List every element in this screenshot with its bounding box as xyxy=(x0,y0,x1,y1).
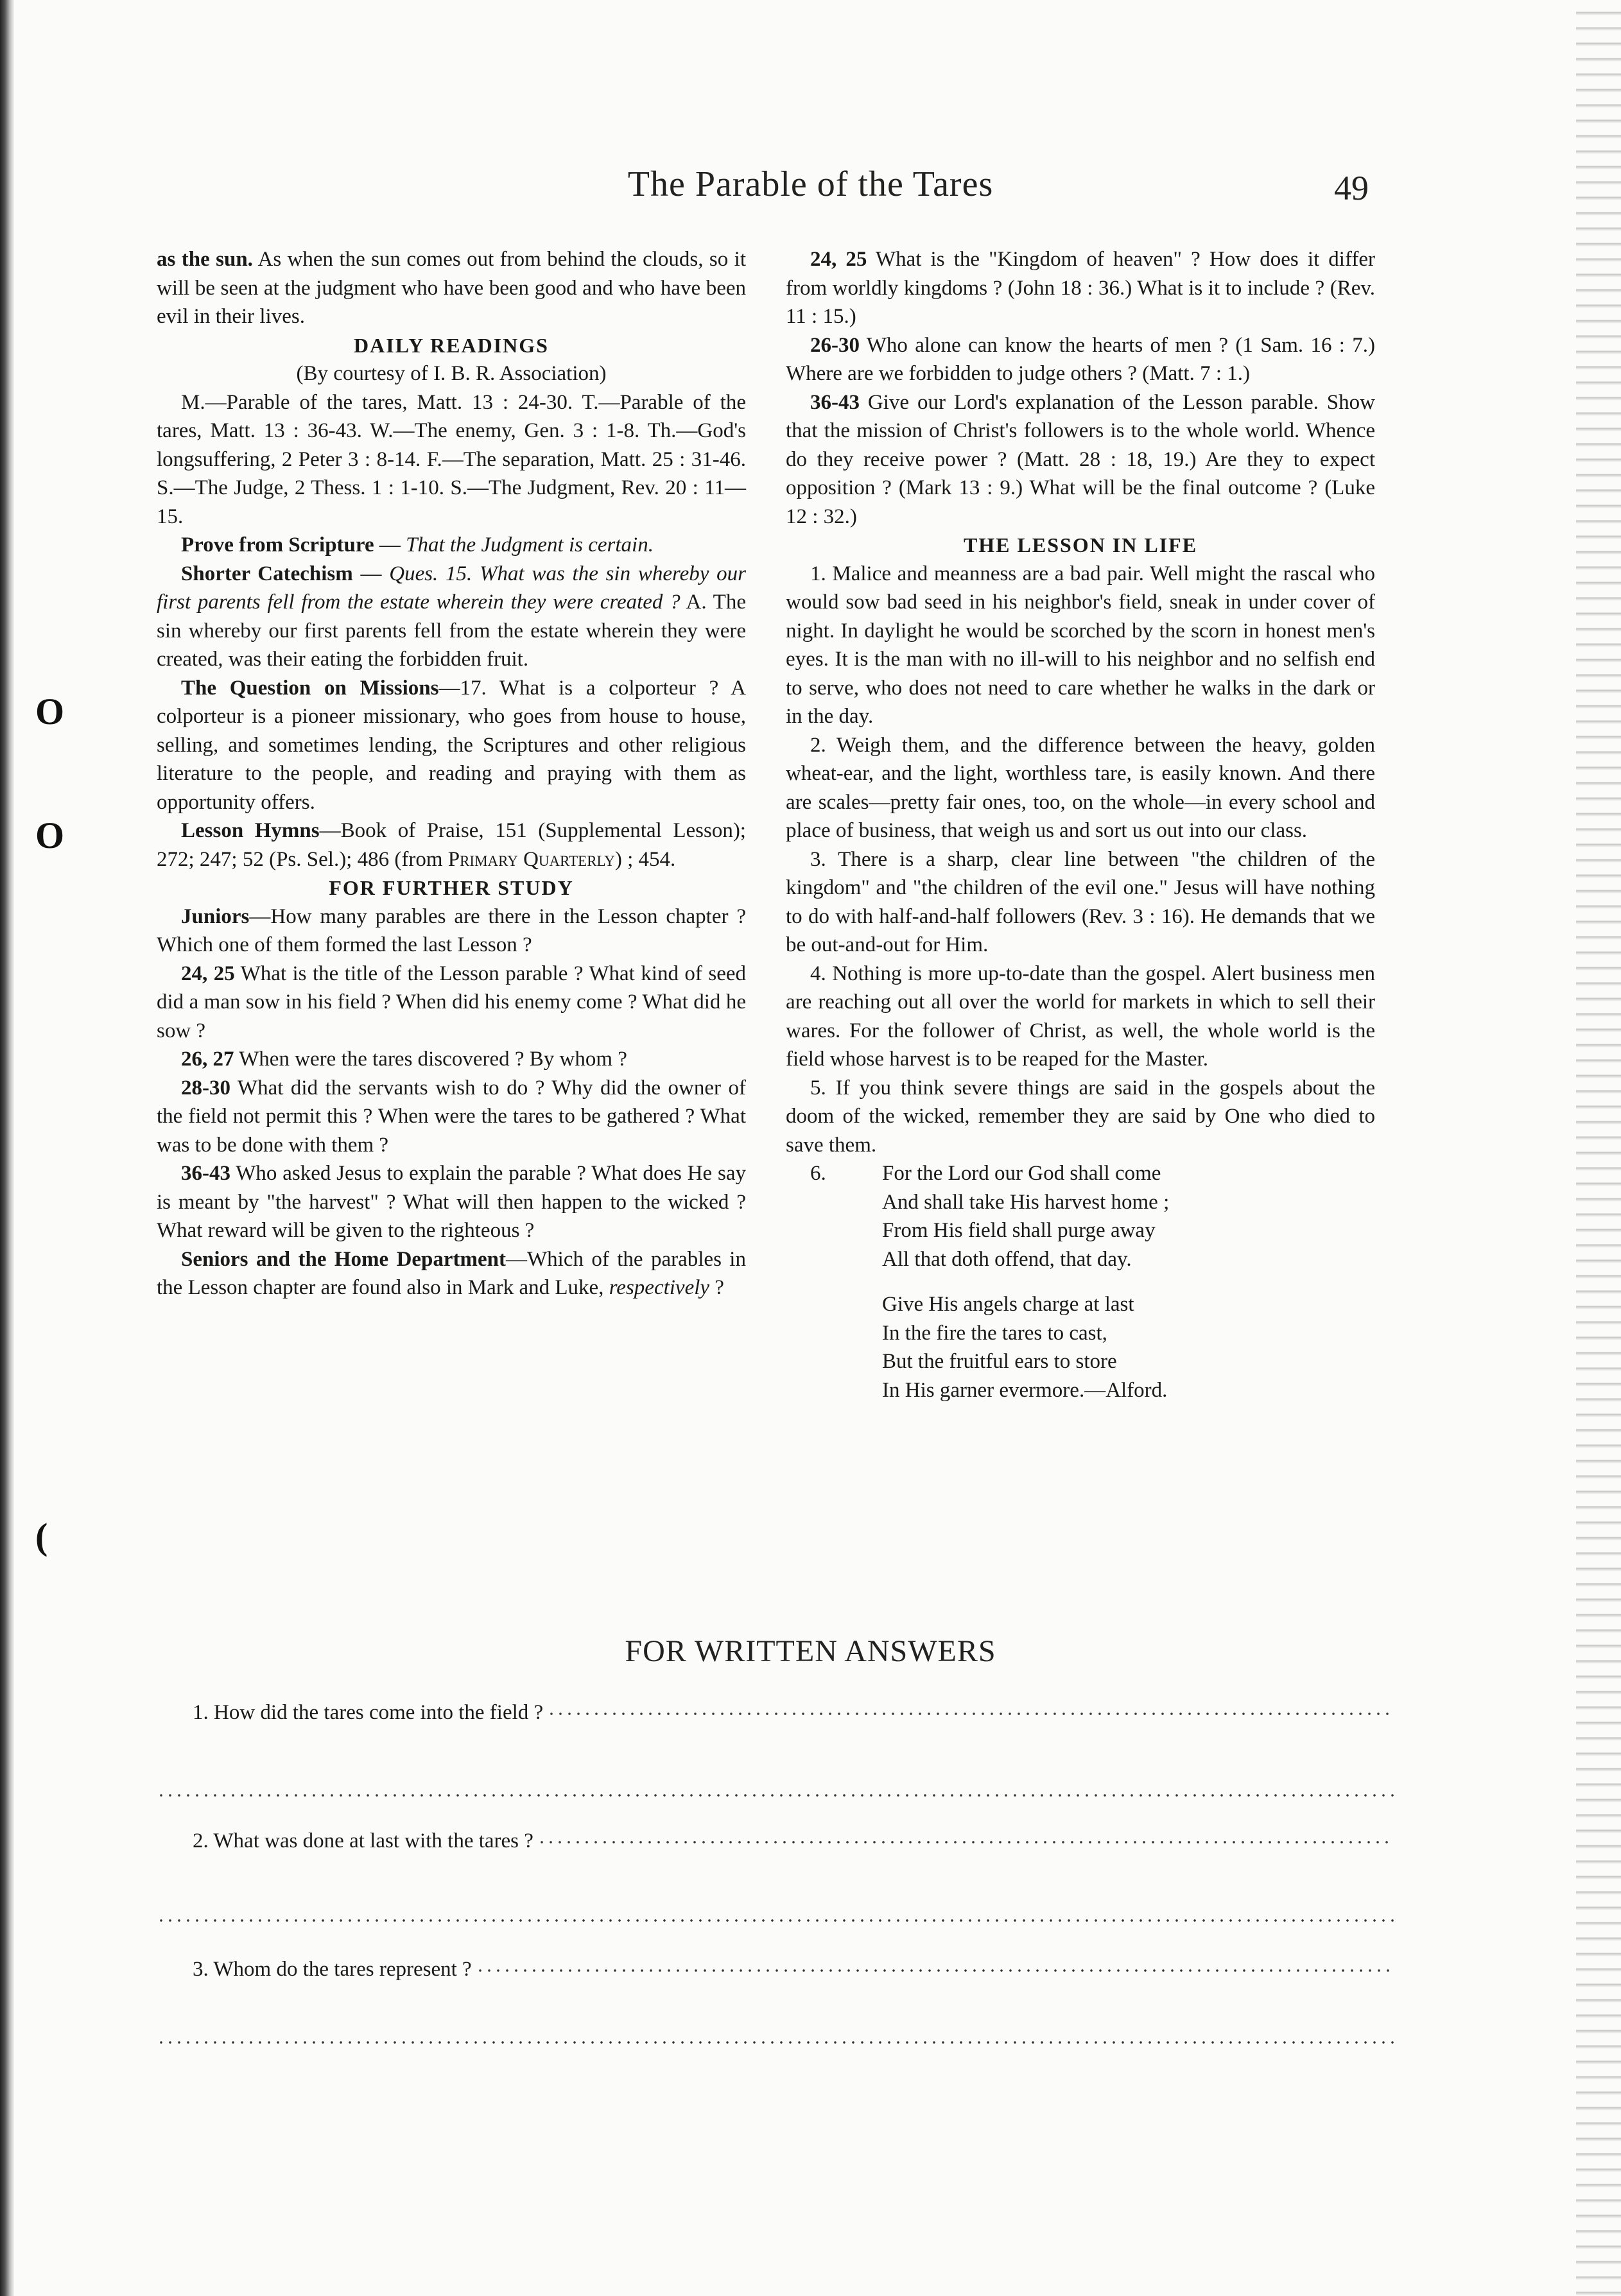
answer-dotted-line xyxy=(157,1794,1396,1797)
study-question-24-25 xyxy=(157,960,746,1046)
question-on-missions xyxy=(157,674,746,817)
lesson-hymns xyxy=(157,816,746,874)
text-run: What did the servants wish to do ? Why did the owner of the field not permit this ? When were the tares to be gathered ? What was to be done with them ? xyxy=(157,1076,746,1157)
poem-line: In His garner evermore.—Alford. xyxy=(882,1378,1168,1402)
kingdom-question-26-30 xyxy=(786,331,1375,388)
daily-readings-heading: DAILY READINGS xyxy=(354,333,549,357)
poem-line: From His field shall purge away xyxy=(882,1219,1156,1242)
question-text: 2. What was done at last with the tares ? xyxy=(193,1829,533,1852)
written-question-2 xyxy=(193,1829,1393,1853)
lesson-in-life-point-2: 2. Weigh them, and the difference between the heavy, golden wheat-ear, and the light, worthless tare, is easily known. And there are scales—pretty fair ones, too, on the whole—in every school and place of business, that weigh us and sort us out into our class. xyxy=(786,733,1375,842)
text-run: 24, 25 xyxy=(181,962,235,985)
answer-dotted-line xyxy=(157,2041,1396,2044)
further-study-heading: FOR FURTHER STUDY xyxy=(329,876,574,899)
lesson-in-life-point-5: 5. If you think severe things are said in the gospels about the doom of the wicked, remember they are said by One who died to save them. xyxy=(786,1076,1375,1157)
study-question-36-43 xyxy=(157,1159,746,1245)
text-run: 36-43 xyxy=(181,1162,230,1185)
answer-dotted-line xyxy=(537,1841,1393,1843)
prove-from-scripture xyxy=(157,531,746,560)
right-column xyxy=(786,245,1375,1404)
text-run: What is the title of the Lesson parable ? What kind of seed did a man sow in his field ? When did his enemy come ? What did he sow ? xyxy=(157,962,746,1042)
text-run: Seniors and the Home Department xyxy=(181,1247,507,1271)
text-run: —17. What is a colporteur ? A colporteur is a pioneer missionary, who goes from house to house, selling, and sometimes lending, the Scriptures and other religious literature to the people, and reading and praying with them as opportunity offers. xyxy=(157,676,746,814)
text-run: ? xyxy=(709,1276,724,1299)
poem-line: And shall take His harvest home ; xyxy=(882,1190,1170,1214)
text-run: What is the "Kingdom of heaven" ? How does it differ from worldly kingdoms ? (John 18 : 36.) What is it to include ? (Rev. 11 : 15.) xyxy=(786,248,1375,328)
text-run: That the Judgment is certain. xyxy=(406,533,654,557)
text-run: —Which of the parables in the Lesson chapter are found also in Mark and Luke, xyxy=(157,1247,746,1299)
answer-dotted-line xyxy=(157,1919,1396,1922)
text-run: Give our Lord's explanation of the Lesson parable. Show that the mission of Christ's followers is to the whole world. Whence do they receive power ? (Matt. 28 : 18, 19.) Are they to expect opposition ? (Mark 13 : 9.) What will be the final outcome ? (Luke 12 : 32.) xyxy=(786,390,1375,528)
text-run: A. The sin whereby our first parents fell from the estate wherein they were created, was their eating the forbidden fruit. xyxy=(157,591,746,671)
text-run: As when the sun comes out from behind the clouds, so it will be seen at the judgment who have been good and who have been evil in their lives. xyxy=(157,248,746,328)
text-run: —How many parables are there in the Lesson chapter ? Which one of them formed the last Lesson ? xyxy=(157,904,746,956)
poem-line: Give His angels charge at last xyxy=(882,1293,1134,1316)
intro-paragraph xyxy=(157,245,746,331)
text-run: respectively xyxy=(609,1276,710,1299)
lesson-in-life-point-4: 4. Nothing is more up-to-date than the gospel. Alert business men are reaching out all over the world for markets in which to sell their wares. For the follower of Christ, as well, the whole world is the field whose harvest is to be reaped for the Master. xyxy=(786,962,1375,1071)
lesson-in-life-point-1: 1. Malice and meanness are a bad pair. Well might the rascal who would sow bad seed in his neighbor's field, sneak in under cover of night. In daylight he would be scorched by the scorn in honest men's eyes. It is the man with no ill-will to his neighbor and no selfish end to serve, who does not need to care whether he walks in the dark or in the day. xyxy=(786,562,1375,728)
study-question-28-30 xyxy=(157,1074,746,1160)
text-run: Ques. 15. What was the sin whereby our first parents fell from the estate wherein they were created ? xyxy=(157,562,746,614)
text-run: 36-43 xyxy=(810,390,860,414)
seniors-paragraph xyxy=(157,1245,746,1302)
text-run: Who alone can know the hearts of men ? (1 Sam. 16 : 7.) Where are we forbidden to judge others ? (Matt. 7 : 1.) xyxy=(786,333,1375,385)
daily-readings-credit: (By courtesy of I. B. R. Association) xyxy=(296,362,607,385)
closing-poem xyxy=(786,1159,1375,1404)
question-text: 3. Whom do the tares represent ? xyxy=(193,1958,472,1981)
binding-hole-mark: O xyxy=(35,815,65,856)
written-answers-heading: FOR WRITTEN ANSWERS xyxy=(625,1634,996,1668)
poem-line: In the fire the tares to cast, xyxy=(882,1321,1107,1345)
page-edge-shadow xyxy=(1576,0,1621,2296)
binding-hole-mark: ( xyxy=(35,1515,48,1557)
page-header-title: The Parable of the Tares xyxy=(627,164,994,204)
page-number: 49 xyxy=(1334,169,1369,207)
lesson-in-life-heading: THE LESSON IN LIFE xyxy=(963,533,1198,557)
text-run: Shorter Catechism xyxy=(181,562,353,585)
written-question-3 xyxy=(193,1958,1393,1981)
kingdom-question-36-43 xyxy=(786,388,1375,531)
poem-line: For the Lord our God shall come xyxy=(882,1162,1161,1185)
written-question-1 xyxy=(193,1701,1393,1725)
book-spine-shadow xyxy=(0,0,14,2296)
binding-hole-mark: O xyxy=(35,691,65,732)
poem-line: All that doth offend, that day. xyxy=(882,1247,1132,1271)
text-run: — xyxy=(352,562,390,585)
juniors-paragraph xyxy=(157,902,746,960)
shorter-catechism xyxy=(157,560,746,674)
kingdom-question-24-25 xyxy=(786,245,1375,331)
text-run: The Question on Missions xyxy=(181,676,439,700)
text-run: Juniors xyxy=(181,904,250,928)
text-run: —Book of Praise, 151 (Supplemental Lesson); 272; 247; 52 (Ps. Sel.); 486 (from xyxy=(157,819,746,871)
study-question-26-27 xyxy=(157,1045,746,1074)
text-run: 24, 25 xyxy=(810,248,867,271)
answer-dotted-line xyxy=(476,1969,1393,1972)
text-run: Lesson Hymns xyxy=(181,819,320,842)
text-run: Primary Quarterly xyxy=(447,847,615,871)
text-run: — xyxy=(374,533,406,557)
poem-number: 6. xyxy=(810,1162,826,1185)
text-run: as the sun. xyxy=(157,248,253,271)
text-run: ) ; 454. xyxy=(614,847,676,871)
daily-readings-text: M.—Parable of the tares, Matt. 13 : 24-30. T.—Parable of the tares, Matt. 13 : 36-43. W.—The enemy, Gen. 3 : 1-8. Th.—God's longsuffering, 2 Peter 3 : 8-14. F.—The separation, Matt. 25 : 31-46. S.—The Judge, 2 Thess. 1 : 1-10. S.—The Judgment, Rev. 20 : 11—15. xyxy=(157,390,746,528)
lesson-in-life-point-3: 3. There is a sharp, clear line between "the children of the kingdom" and "the children of the evil one." Jesus will have nothing to do with half-and-half followers (Rev. 3 : 16). He demands that we be out-and-out for Him. xyxy=(786,847,1375,956)
text-run: 26-30 xyxy=(810,333,860,357)
text-run: Who asked Jesus to explain the parable ? What does He say is meant by "the harvest" ? What will then happen to the wicked ? What reward will be given to the righteous ? xyxy=(157,1162,746,1242)
answer-dotted-line xyxy=(547,1713,1393,1715)
left-column xyxy=(157,245,746,1302)
text-run: 26, 27 xyxy=(181,1048,234,1071)
question-text: 1. How did the tares come into the field ? xyxy=(193,1701,544,1724)
text-run: Prove from Scripture xyxy=(181,533,374,557)
poem-line: But the fruitful ears to store xyxy=(882,1350,1117,1373)
text-run: 28-30 xyxy=(181,1076,230,1100)
text-run: When were the tares discovered ? By whom ? xyxy=(234,1048,627,1071)
